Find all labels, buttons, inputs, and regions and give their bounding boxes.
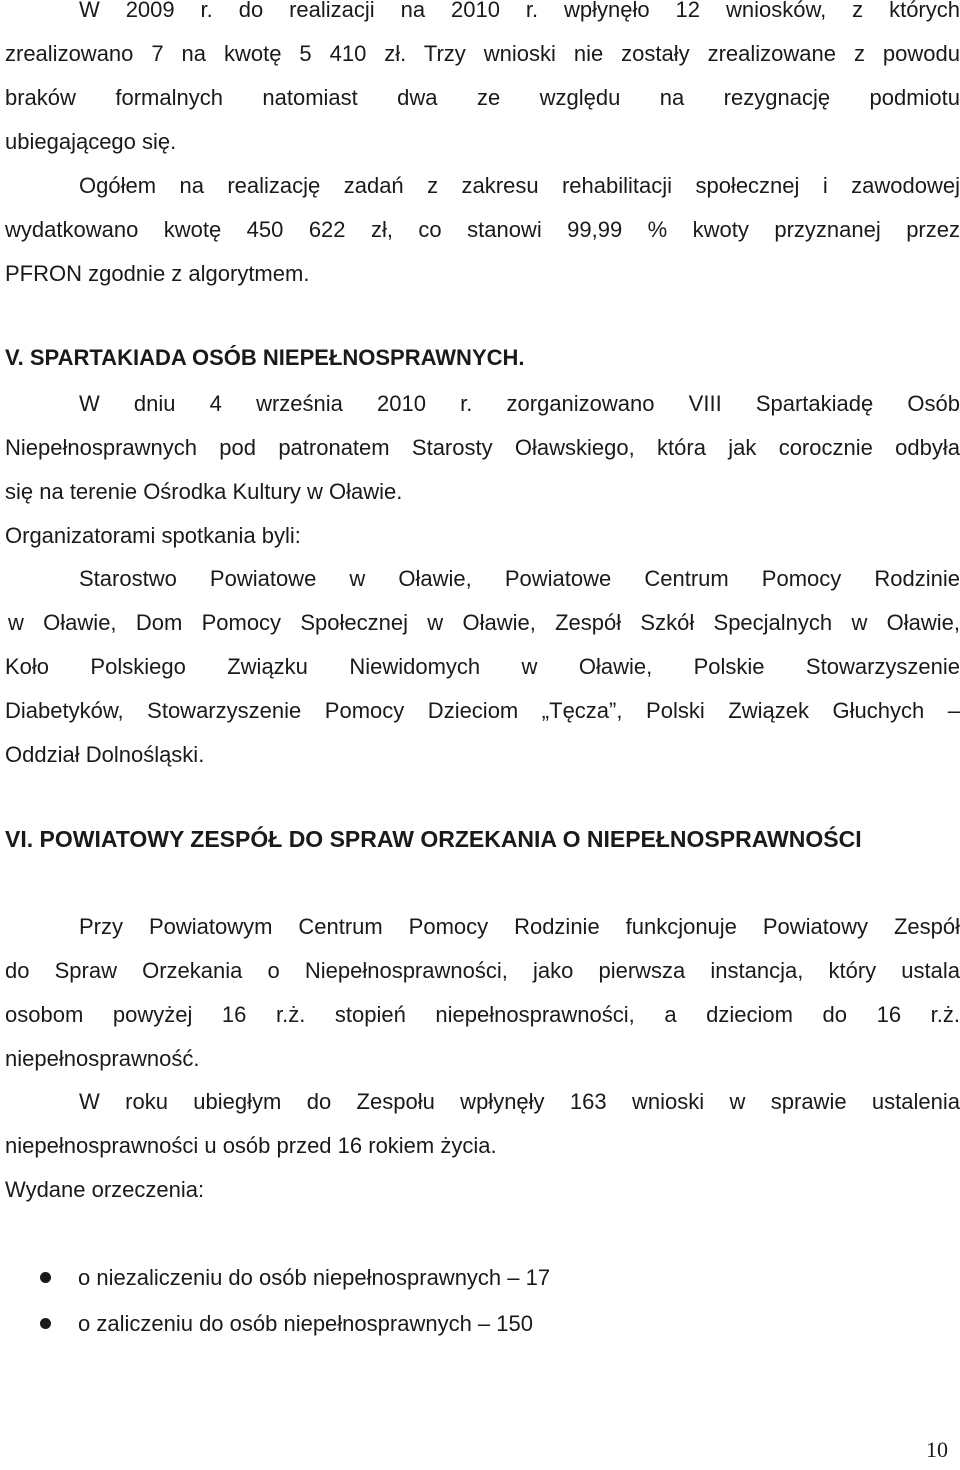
text-line: PFRON zgodnie z algorytmem. xyxy=(5,261,310,286)
section-heading: VI. POWIATOWY ZESPÓŁ DO SPRAW ORZEKANIA O NIEPEŁNOSPRAWNOŚCI xyxy=(5,826,862,852)
list-item xyxy=(0,1301,960,1347)
text-line: Diabetyków, Stowarzyszenie Pomocy Dzieciom „Tęcza”, Polski Związek Głuchych – xyxy=(5,698,960,723)
text-line: Ogółem na realizację zadań z zakresu rehabilitacji społecznej i zawodowej xyxy=(79,173,960,198)
text-line: się na terenie Ośrodka Kultury w Oławie. xyxy=(5,479,403,504)
organizers-paragraph xyxy=(5,557,960,777)
summary-paragraph xyxy=(5,164,960,296)
decisions-label: Wydane orzeczenia: xyxy=(5,1177,205,1202)
section-heading: V. SPARTAKIADA OSÓB NIEPEŁNOSPRAWNYCH. xyxy=(5,345,525,370)
bullet-icon xyxy=(40,1272,51,1283)
list-item xyxy=(0,1255,960,1301)
decisions-list xyxy=(0,1255,960,1347)
text-line: W roku ubiegłym do Zespołu wpłynęły 163 wnioski w sprawie ustalenia xyxy=(79,1089,960,1114)
text-line: w Oławie, Dom Pomocy Społecznej w Oławie, Zespół Szkół Specjalnych w Oławie, xyxy=(8,610,960,635)
intro-paragraph xyxy=(5,0,960,164)
text-line: niepełnosprawności u osób przed 16 rokiem życia. xyxy=(5,1133,497,1158)
list-item-text: o niezaliczeniu do osób niepełnosprawnych – 17 xyxy=(78,1265,551,1290)
organizers-label: Organizatorami spotkania byli: xyxy=(5,523,301,548)
text-line: W dniu 4 września 2010 r. zorganizowano VIII Spartakiadę Osób xyxy=(79,391,960,416)
text-line: niepełnosprawność. xyxy=(5,1046,200,1071)
spartakiada-paragraph xyxy=(5,382,960,558)
text-line: Starostwo Powiatowe w Oławie, Powiatowe Centrum Pomocy Rodzinie xyxy=(79,566,960,591)
text-line: W 2009 r. do realizacji na 2010 r. wpłynęło 12 wniosków, z których xyxy=(79,0,960,22)
text-line: braków formalnych natomiast dwa ze względu na rezygnację podmiotu xyxy=(5,85,960,110)
text-line: osobom powyżej 16 r.ż. stopień niepełnosprawności, a dzieciom do 16 r.ż. xyxy=(5,1002,960,1027)
text-line: do Spraw Orzekania o Niepełnosprawności, jako pierwsza instancja, który ustala xyxy=(5,958,960,983)
page-number: 10 xyxy=(926,1437,948,1462)
text-line: zrealizowano 7 na kwotę 5 410 zł. Trzy wnioski nie zostały zrealizowane z powodu xyxy=(5,41,960,66)
text-line: Niepełnosprawnych pod patronatem Starosty Oławskiego, która jak corocznie odbyła xyxy=(5,435,960,460)
bullet-icon xyxy=(40,1318,51,1329)
zespol-paragraph xyxy=(5,905,960,1081)
text-line: ubiegającego się. xyxy=(5,129,177,154)
text-line: wydatkowano kwotę 450 622 zł, co stanowi 99,99 % kwoty przyznanej przez xyxy=(5,217,960,242)
text-line: Koło Polskiego Związku Niewidomych w Oławie, Polskie Stowarzyszenie xyxy=(5,654,960,679)
text-line: Oddział Dolnośląski. xyxy=(5,742,205,767)
list-item-text: o zaliczeniu do osób niepełnosprawnych – 150 xyxy=(78,1311,533,1336)
text-line: Przy Powiatowym Centrum Pomocy Rodzinie funkcjonuje Powiatowy Zespół xyxy=(79,914,960,939)
wnioski-paragraph xyxy=(5,1080,960,1212)
